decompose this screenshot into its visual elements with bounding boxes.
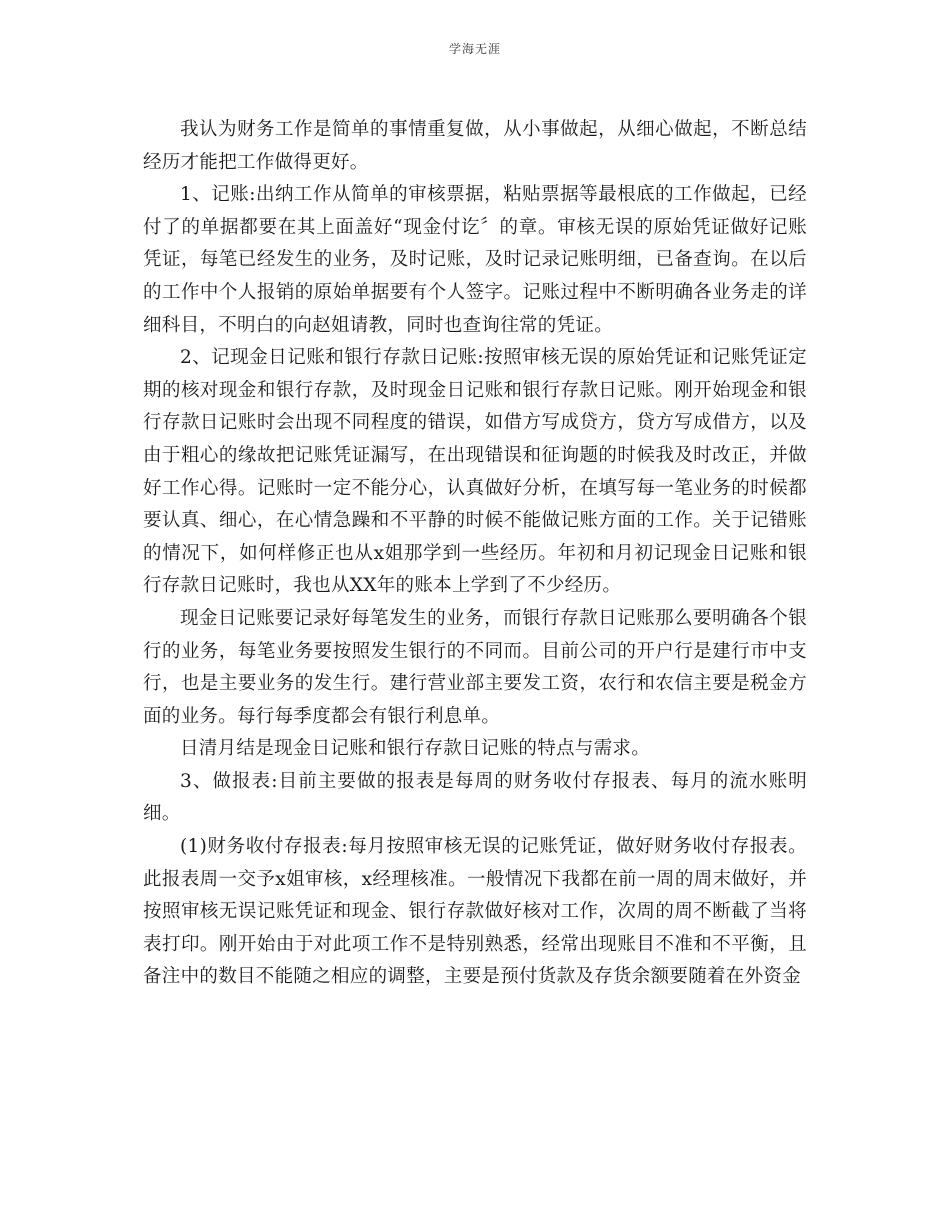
document-body [143,114,807,994]
paragraph-bookkeeping: 1、记账:出纳工作从简单的审核票据，粘贴票据等最根底的工作做起，已经付了的单据都要在其上面盖好“现金付讫〞的章。审核无误的原始凭证做好记账凭证，每笔已经发生的业务，及时记账，及时记录记账明细，已备查询。在以后的工作中个人报销的原始单据要有个人签字。记账过程中不断明确各业务走的详细科目，不明白的向赵姐请教，同时也查询往常的凭证。 [143,184,807,336]
paragraph-reports: 3、做报表:目前主要做的报表是每周的财务收付存报表、每月的流水账明细。 [143,770,807,825]
page-header: 学海无涯 [448,42,501,56]
paragraph-finance-report: (1)财务收付存报表:每月按照审核无误的记账凭证，做好财务收付存报表。此报表周一交予x姐审核，x经理核准。一般情况下我都在前一周的周末做好，并按照审核无误记账凭证和现金、银行存款做好核对工作，次周的周不断截了当将表打印。刚开始由于对此项工作不是特别熟悉，经常出现账目不准和不平衡，且备注中的数目不能随之相应的调整，主要是预付货款及存货余额要随着在外资金 [143,836,807,988]
paragraph-daily-monthly: 日清月结是现金日记账和银行存款日记账的特点与需求。 [180,738,651,760]
paragraph-cash-bank-journal: 2、记现金日记账和银行存款日记账:按照审核无误的原始凭证和记账凭证定期的核对现金和银行存款，及时现金日记账和银行存款日记账。刚开始现金和银行存款日记账时会出现不同程度的错误，如借方写成贷方，贷方写成借方，以及由于粗心的缘故把记账凭证漏写，在出现错误和征询题的时候我及时改正，并做好工作心得。记账时一定不能分心，认真做好分析，在填写每一笔业务的时候都要认真、细心，在心情急躁和不平静的时候不能做记账方面的工作。关于记错账的情况下，如何样修正也从x姐那学到一些经历。年初和月初记现金日记账和银行存款日记账时，我也从XX年的账本上学到了不少经历。 [143,347,807,597]
paragraph-journal-details: 现金日记账要记录好每笔发生的业务，而银行存款日记账那么要明确各个银行的业务，每笔业务要按照发生银行的不同而。目前公司的开户行是建行市中支行，也是主要业务的发生行。建行营业部主要发工资，农行和农信主要是税金方面的业务。每行每季度都会有银行利息单。 [143,607,807,727]
paragraph-intro: 我认为财务工作是简单的事情重复做，从小事做起，从细心做起，不断总结经历才能把工作做得更好。 [143,119,807,173]
